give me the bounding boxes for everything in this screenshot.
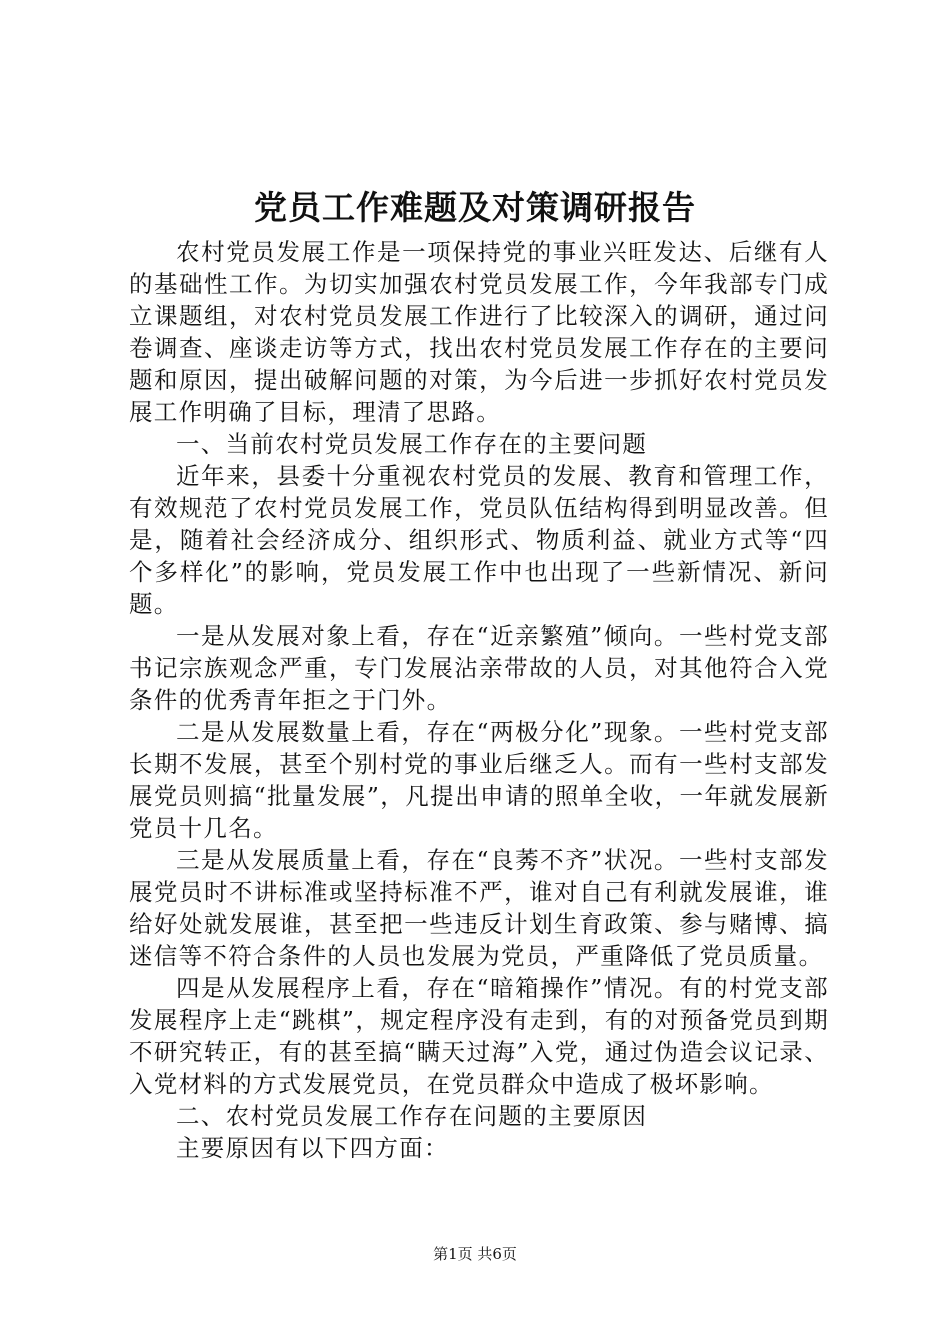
document-body [129,236,829,1164]
section-heading-1: 一、当前农村党员发展工作存在的主要问题 [176,430,648,458]
page-title: 党员工作难题及对策调研报告 [254,188,696,227]
section-heading-2: 二、农村党员发展工作存在问题的主要原因 [176,1102,648,1130]
paragraph-point-1: 一是从发展对象上看，存在“近亲繁殖”倾向。一些村党支部书记宗族观念严重，专门发展沾亲带故的人员，对其他符合入党条件的优秀青年拒之于门外。 [129,622,829,714]
paragraph-intro: 农村党员发展工作是一项保持党的事业兴旺发达、后继有人的基础性工作。为切实加强农村党员发展工作，今年我部专门成立课题组，对农村党员发展工作进行了比较深入的调研，通过问卷调查、座谈走访等方式，找出农村党员发展工作存在的主要问题和原因，提出破解问题的对策，为今后进一步抓好农村党员发展工作明确了目标，理清了思路。 [129,238,829,426]
paragraph-point-3: 三是从发展质量上看，存在“良莠不齐”状况。一些村支部发展党员时不讲标准或坚持标准不严，谁对自己有利就发展谁，谁给好处就发展谁，甚至把一些违反计划生育政策、参与赌博、搞迷信等不符合条件的人员也发展为党员，严重降低了党员质量。 [129,846,829,970]
paragraph-point-4: 四是从发展程序上看，存在“暗箱操作”情况。有的村党支部发展程序上走“跳棋”，规定程序没有走到，有的对预备党员到期不研究转正，有的甚至搞“瞒天过海”入党，通过伪造会议记录、入党材料的方式发展党员，在党员群众中造成了极坏影响。 [129,974,829,1098]
page-number-footer: 第1页 共6页 [433,1245,517,1263]
paragraph-reasons-intro: 主要原因有以下四方面： [176,1134,449,1162]
paragraph-point-2: 二是从发展数量上看，存在“两极分化”现象。一些村党支部长期不发展，甚至个别村党的事业后继乏人。而有一些村支部发展党员则搞“批量发展”，凡提出申请的照单全收，一年就发展新党员十几名。 [129,718,829,842]
paragraph-overview: 近年来，县委十分重视农村党员的发展、教育和管理工作，有效规范了农村党员发展工作，党员队伍结构得到明显改善。但是，随着社会经济成分、组织形式、物质利益、就业方式等“四个多样化”的影响，党员发展工作中也出现了一些新情况、新问题。 [129,462,829,618]
